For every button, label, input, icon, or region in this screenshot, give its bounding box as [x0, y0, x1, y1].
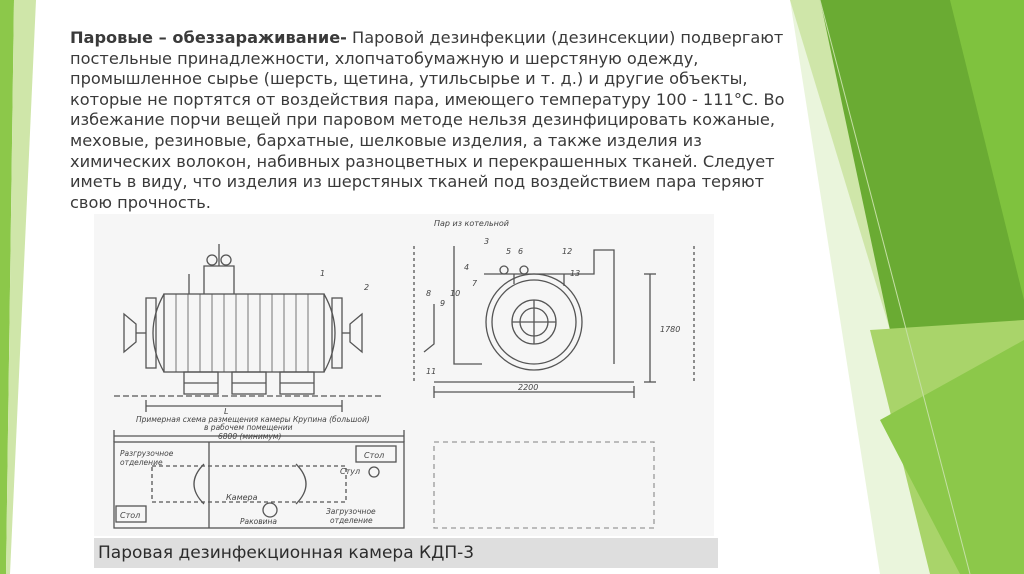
num-5: 5	[506, 247, 512, 256]
heading: Паровые – обеззараживание-	[70, 28, 347, 47]
num-4: 4	[464, 263, 470, 272]
label-min: 6800 (минимум)	[218, 432, 282, 441]
label-table-2: Стол	[120, 511, 141, 520]
num-10: 10	[450, 289, 461, 298]
right-handle	[350, 314, 362, 352]
num-11: 11	[426, 367, 437, 376]
top-pipe	[204, 266, 234, 294]
label-unloading-2: отделение	[330, 516, 373, 525]
label-chair: Стул	[340, 467, 361, 476]
num-3: 3	[484, 237, 490, 246]
num-6: 6	[518, 247, 524, 256]
label-chamber: Камера	[226, 493, 258, 502]
num-1: 1	[320, 269, 326, 278]
label-steam: Пар из котельной	[434, 219, 509, 228]
label-table-1: Стол	[364, 451, 385, 460]
num-8: 8	[426, 289, 432, 298]
label-loading-2: отделение	[120, 458, 163, 467]
label-scheme-1: Примерная схема размещения камеры Крупина (большой)	[136, 415, 370, 424]
label-2200: 2200	[518, 383, 539, 392]
label-loading: Разгрузочное	[120, 449, 174, 458]
sink	[263, 503, 277, 517]
chamber-left-cap	[153, 294, 164, 372]
chamber-right-cap	[324, 294, 335, 372]
technical-drawing	[94, 214, 714, 536]
num-9: 9	[440, 299, 446, 308]
drawing-svg	[94, 214, 714, 536]
label-unloading: Загрузочное	[326, 507, 376, 516]
label-sink: Раковина	[240, 517, 278, 526]
left-door	[146, 298, 156, 368]
chamber-ribs	[176, 294, 308, 372]
label-L: L	[224, 407, 229, 416]
left-handle	[124, 314, 136, 352]
right-door	[332, 298, 342, 368]
label-scheme-2: в рабочем помещении	[204, 423, 293, 432]
top-manifold	[484, 250, 614, 364]
num-7: 7	[472, 279, 478, 288]
figure-caption: Паровая дезинфекционная камера КДП-3	[94, 538, 718, 568]
num-13: 13	[570, 269, 581, 278]
body-text	[70, 28, 800, 213]
plan-sketch-2	[434, 442, 654, 528]
num-12: 12	[562, 247, 573, 256]
left-green-strip	[0, 0, 36, 574]
chair	[369, 467, 379, 477]
body-paragraph: Паровой дезинфекции (дезинсекции) подвергают постельные принадлежности, хлопчатобумажную и шерстяную одежду, промышленное сырье (шерсть, щетина, утильсырье и т. д.) и другие объекты, которые не портятся от воздействия пара, имеющего температуру 100 - 111°С. Во избежание порчи вещей при паровом методе нельзя дезинфицировать кожаные, меховые, резиновые, бархатные, шелковые изделия, а также изделия из химических волокон, набивных разноцветных и перекрашенных тканей. Следует иметь в виду, что изделия из шерстяных тканей под воздействием пара теряют свою прочность.	[70, 28, 785, 212]
num-2: 2	[364, 283, 370, 292]
label-1780: 1780	[660, 325, 681, 334]
